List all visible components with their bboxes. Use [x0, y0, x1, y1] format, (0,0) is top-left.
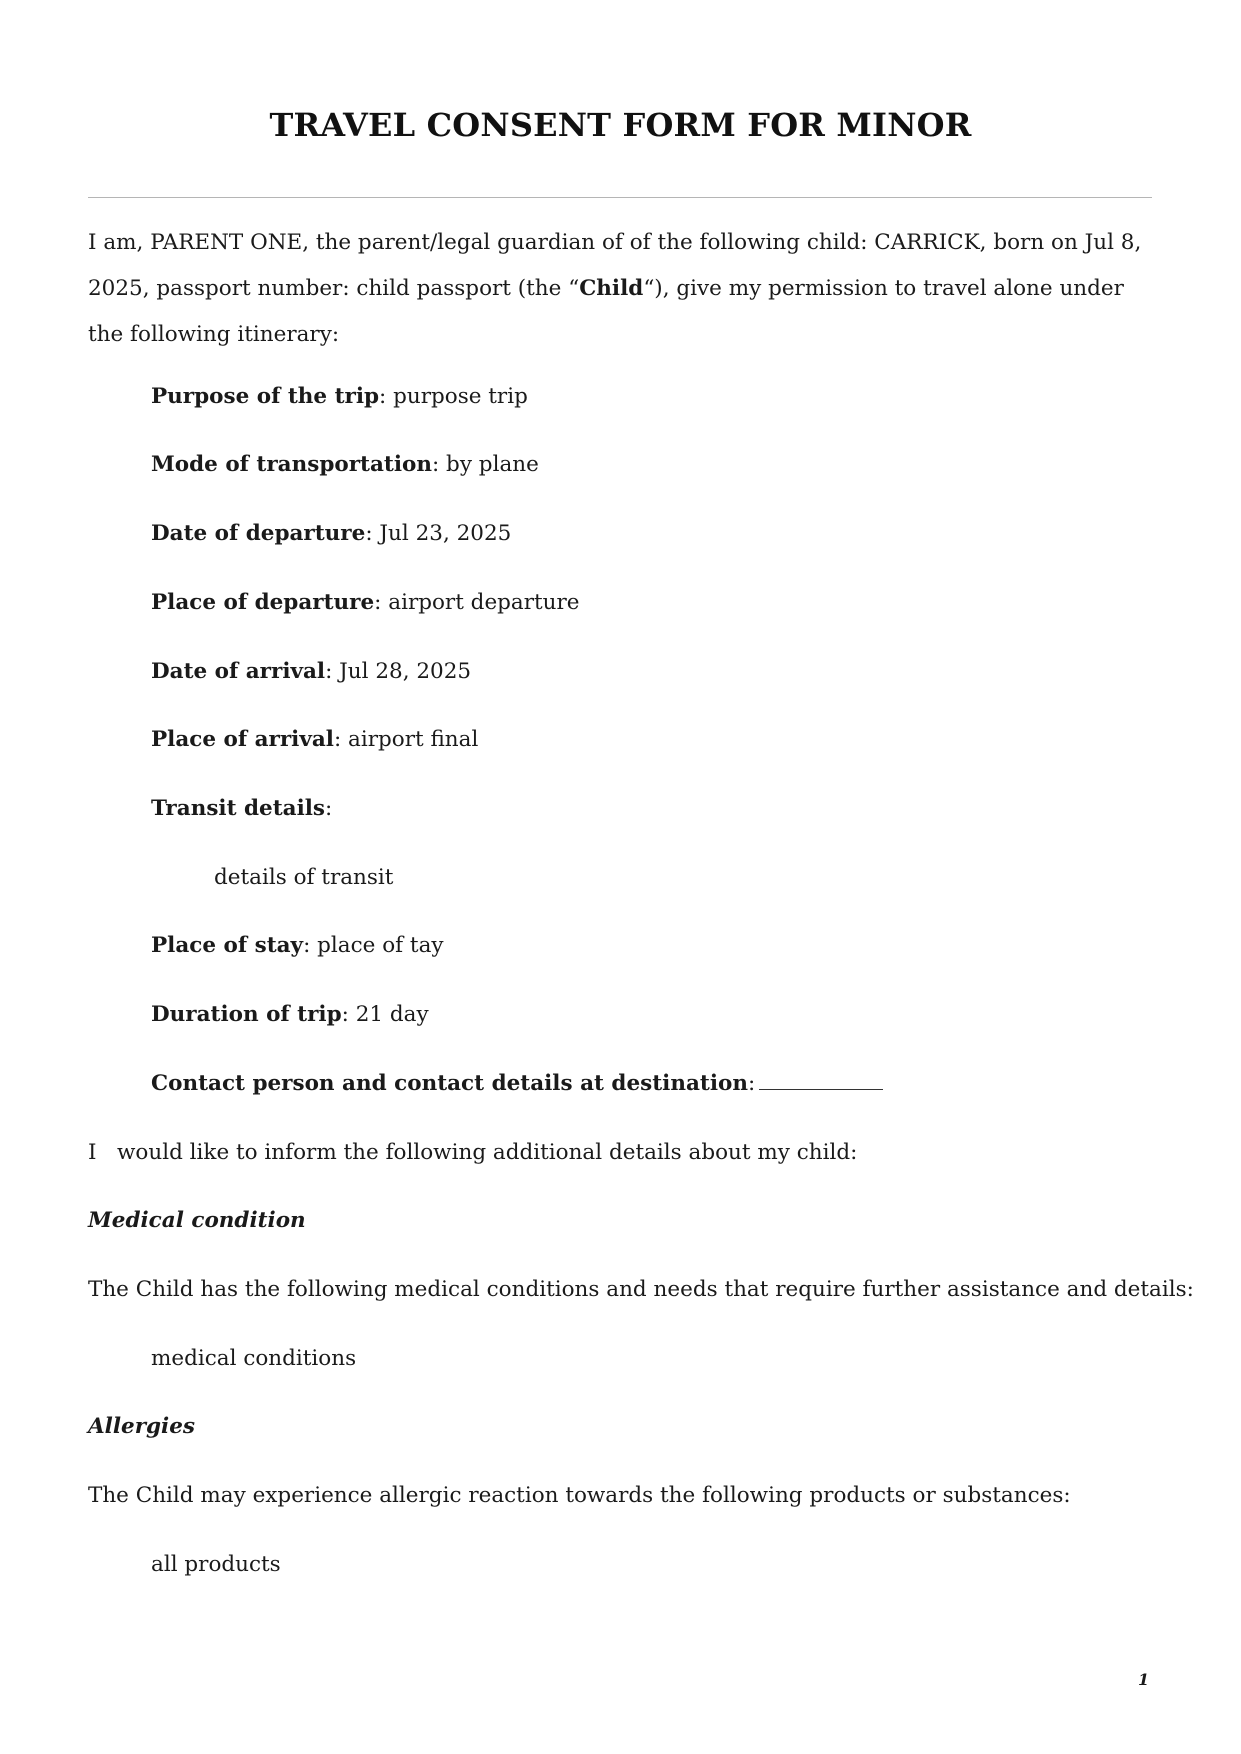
transit-value: details of transit	[214, 865, 394, 890]
intro-text-start: I am, PARENT ONE, the parent/legal guardian of of the following child: CARRICK, born on Jul 8, 2025, passport number: child passport (the “	[88, 230, 1142, 301]
departure-place-line	[151, 588, 580, 618]
arrival-date-line	[151, 657, 471, 687]
arrival-place-line	[151, 725, 478, 755]
mode-value: : by plane	[431, 452, 539, 477]
transit-colon: :	[325, 796, 333, 821]
allergies-text: The Child may experience allergic reaction towards the following products or substances:	[88, 1483, 1071, 1508]
duration-line	[151, 1000, 429, 1030]
stay-value: : place of tay	[303, 933, 444, 958]
child-term: Child	[579, 276, 644, 301]
transit-label: Transit details	[151, 796, 326, 821]
duration-label: Duration of trip	[151, 1002, 342, 1027]
departure-place-value: : airport departure	[374, 590, 580, 615]
contact-line	[151, 1069, 883, 1099]
mode-line	[151, 450, 539, 480]
allergies-heading: Allergies	[88, 1414, 196, 1439]
departure-place-label: Place of departure	[151, 590, 375, 615]
intro-text-end: “), give my permission to travel alone under the following itinerary:	[88, 276, 1124, 347]
arrival-date-value: : Jul 28, 2025	[325, 659, 472, 684]
allergies-value: all products	[151, 1552, 281, 1577]
medical-value: medical conditions	[151, 1346, 357, 1371]
contact-label: Contact person and contact details at destination	[151, 1071, 748, 1096]
intro-paragraph	[88, 220, 1163, 358]
duration-value: : 21 day	[341, 1002, 429, 1027]
transit-line	[151, 794, 332, 824]
purpose-value: : purpose trip	[379, 384, 528, 409]
stay-line	[151, 931, 444, 961]
arrival-place-label: Place of arrival	[151, 727, 334, 752]
contact-blank-field	[759, 1071, 883, 1090]
departure-date-value: : Jul 23, 2025	[365, 521, 512, 546]
departure-date-line	[151, 519, 511, 549]
arrival-place-value: : airport final	[333, 727, 479, 752]
additional-intro: I would like to inform the following additional details about my child:	[88, 1140, 858, 1165]
medical-heading: Medical condition	[88, 1208, 306, 1233]
medical-text: The Child has the following medical conditions and needs that require further assistance and details:	[88, 1277, 1194, 1302]
arrival-date-label: Date of arrival	[151, 659, 326, 684]
contact-colon: :	[747, 1071, 756, 1096]
stay-label: Place of stay	[151, 933, 304, 958]
purpose-label: Purpose of the trip	[151, 384, 380, 409]
title-divider	[88, 197, 1152, 198]
page-title: TRAVEL CONSENT FORM FOR MINOR	[269, 106, 972, 144]
page-number: 1	[1138, 1670, 1150, 1689]
purpose-line	[151, 382, 528, 412]
departure-date-label: Date of departure	[151, 521, 366, 546]
mode-label: Mode of transportation	[151, 452, 432, 477]
